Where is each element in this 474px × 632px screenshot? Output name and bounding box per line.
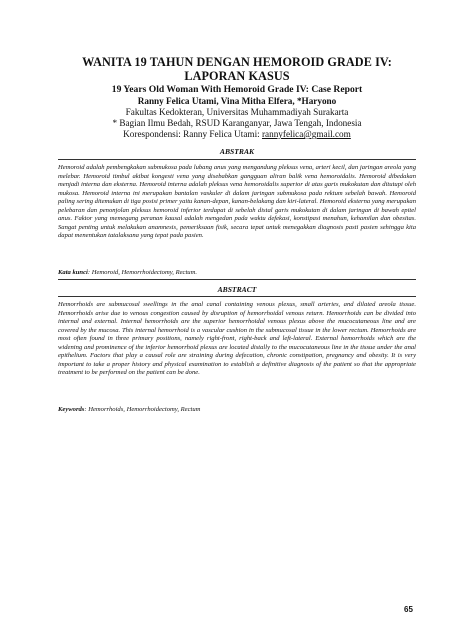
- abstract-keywords: [58, 406, 416, 415]
- abstrak-keywords-list: : Hemoroid, Hemorrhoidectomy, Rectum.: [87, 269, 198, 276]
- abstrak-keywords: [58, 269, 416, 278]
- abstract-body: Hemorrhoids are submucosal swellings in the anal canal containing venous plexus, small arteries, and dilated areola tissue. Hemorrhoids arise due to venous congestion caused by disruption of hemorrhoidal venous return. Hemorrhoids can be divided into internal and external. Internal hemorrhoids are the superior hemorrhoidal venous plexus above the mucocutaneous line and are covered by the mucosa. This internal hemorrhoid is a vascular cushion in the submucosal tissue in the lower rectum. Hemorrhoids are most often found in three primary positions, namely right-front, right-back and left-lateral. External hemorrhoids which are the widening and prominence of the inferior hemorrhoid plexus are located distally to the mucocutaneous line in the tissue under the anal epithelium. Factors that play a causal role are straining during defecation, chronic constipation, pregnancy and obesity. It is very important to take a proper history and physical examination to establish a definitive diagnosis of the patient so that the appropriate treatment to be performed on the patient can be done.: [58, 301, 416, 377]
- abstrak-bottom-divider: [58, 279, 416, 280]
- affiliation-faculty: Fakultas Kedokteran, Universitas Muhammadiyah Surakarta: [125, 107, 349, 117]
- page-number: 65: [404, 605, 413, 614]
- author-list: Ranny Felica Utami, Vina Mitha Elfera, *Haryono: [137, 96, 337, 106]
- abstrak-keywords-label: Kata kunci: [58, 269, 88, 276]
- correspondence-label: Korespondensi: Ranny Felica Utami:: [123, 129, 262, 139]
- abstract-top-divider: [58, 296, 416, 297]
- abstrak-top-divider: [58, 159, 416, 160]
- correspondence-line: [56, 129, 418, 141]
- abstrak-heading: ABSTRAK: [219, 147, 255, 156]
- paper-title: WANITA 19 TAHUN DENGAN HEMOROID GRADE IV: LAPORAN KASUS: [82, 55, 392, 83]
- abstract-keywords-label: Keywords: [58, 406, 85, 413]
- affiliation-hospital: * Bagian Ilmu Bedah, RSUD Karanganyar, Jawa Tengah, Indonesia: [112, 118, 362, 128]
- abstrak-body: Hemoroid adalah pembengkakan submukosa pada lubang anus yang mengandung pleksus vena, arteri kecil, dan jaringan areola yang melebar. Hemoroid timbul akibat kongesti vena yang disebabkan gangguan aliran balik vena hemoroidalis. Hemoroid dibedakan menjadi interna dan eksterna. Hemoroid interna adalah pleksus vena hemoroidalis superior di atas garis mukokutan dan ditutupi oleh mukosa. Hemoroid interna ini merupakan bantalan vaskuler di dalam jaringan submukosa pada rektum sebelah bawah. Hemoroid paling sering ditemukan di tiga posisi primer yaitu kanan-depan, kanan-belakang dan kiri-lateral. Hemoroid eksterna yang merupakan pelebaran dan penonjolan pleksus hemoroid inferior terdapat di sebelah distal garis mukokutan di dalam jaringan di bawah epitel anus. Faktor yang memegang peranan kausal adalah mengedan pada waktu defekasi, konstipasi menahun, kehamilan dan obesitas. Sangat penting untuk melakukan anamnesis, pemeriksaan fisik, secara tepat untuk menegakkan diagnosis pasti pasien sehingga kita dapat menentukan tatalaksana yang tepat pada pasien.: [58, 164, 416, 240]
- abstract-heading: ABSTRACT: [217, 285, 257, 294]
- abstract-keywords-list: : Hemorrhoids, Hemorrhoidectomy, Rectum: [84, 406, 201, 413]
- paper-subtitle: 19 Years Old Woman With Hemoroid Grade IV: Case Report: [111, 84, 363, 95]
- correspondence-email-link[interactable]: rannyfelica@gmail.com: [261, 129, 351, 139]
